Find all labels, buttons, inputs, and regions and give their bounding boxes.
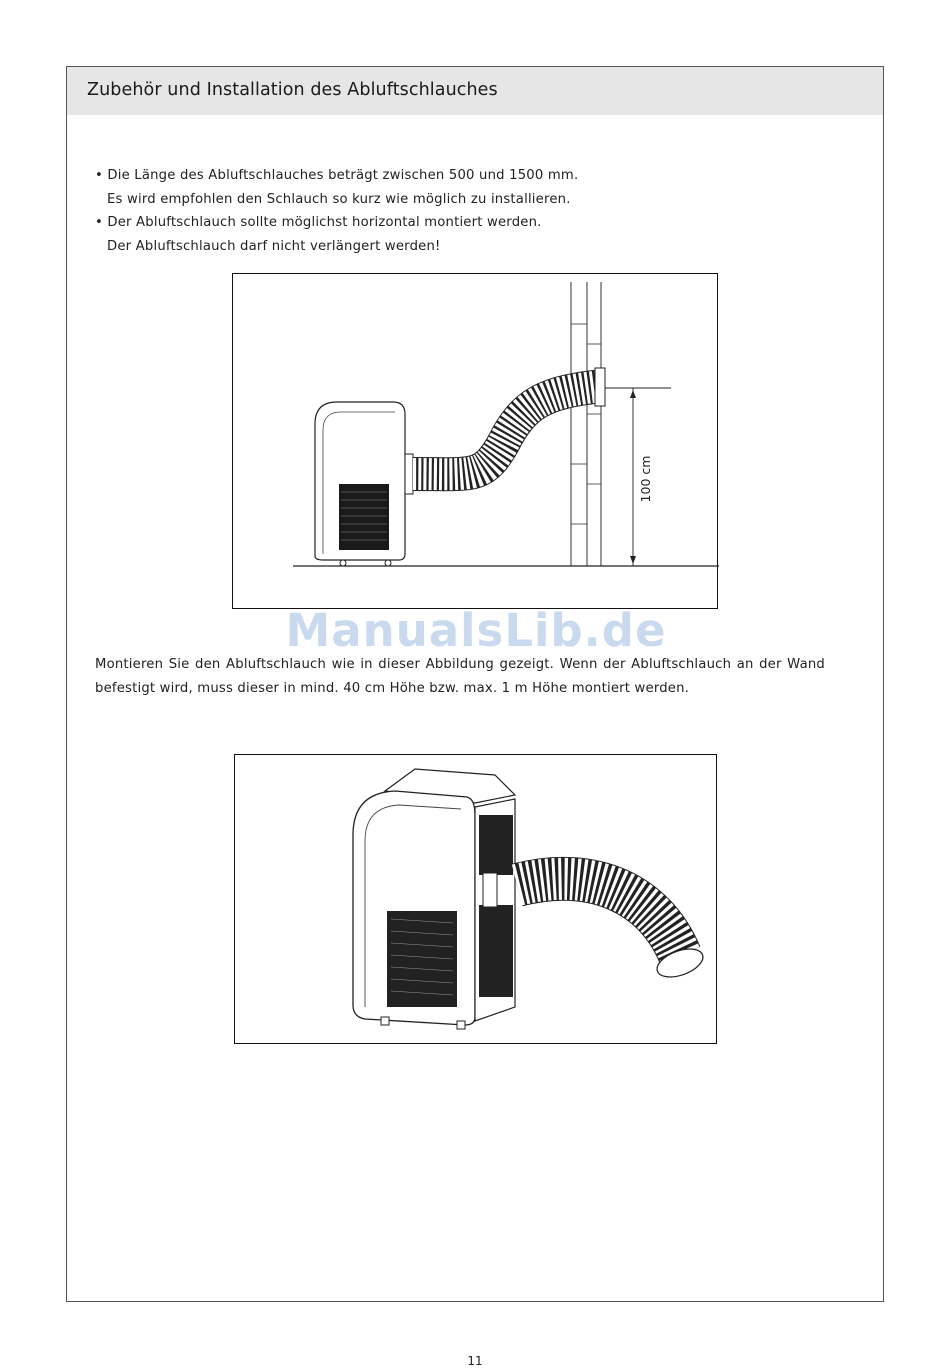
page-frame (66, 66, 884, 1302)
bullet-item: • Die Länge des Abluftschlauches beträgt zwischen 500 und 1500 mm. (95, 168, 579, 183)
section-title: Zubehör und Installation des Abluftschlauches (87, 80, 498, 100)
figure-unit-with-hose (234, 754, 717, 1044)
bullet-list (95, 164, 578, 258)
unit-with-hose-illustration (235, 755, 718, 1045)
wall-installation-illustration (233, 274, 719, 610)
bullet-item: • Der Abluftschlauch sollte möglichst horizontal montiert werden. (95, 215, 542, 230)
page-number: 11 (467, 1354, 483, 1368)
figure-wall-installation (232, 273, 718, 609)
section-header (67, 67, 883, 115)
bullet-continuation: Es wird empfohlen den Schlauch so kurz wie möglich zu installieren. (107, 191, 571, 207)
bullet-continuation: Der Abluftschlauch darf nicht verlängert werden! (107, 238, 441, 254)
height-dimension-label: 100 cm (638, 455, 653, 503)
installation-paragraph: Montieren Sie den Abluftschlauch wie in dieser Abbildung gezeigt. Wenn der Abluftschlauch an der Wand befestigt wird, muss dieser in mind. 40 cm Höhe bzw. max. 1 m Höhe montiert werden. (95, 657, 825, 696)
watermark: ManualsLib.de (285, 604, 667, 657)
